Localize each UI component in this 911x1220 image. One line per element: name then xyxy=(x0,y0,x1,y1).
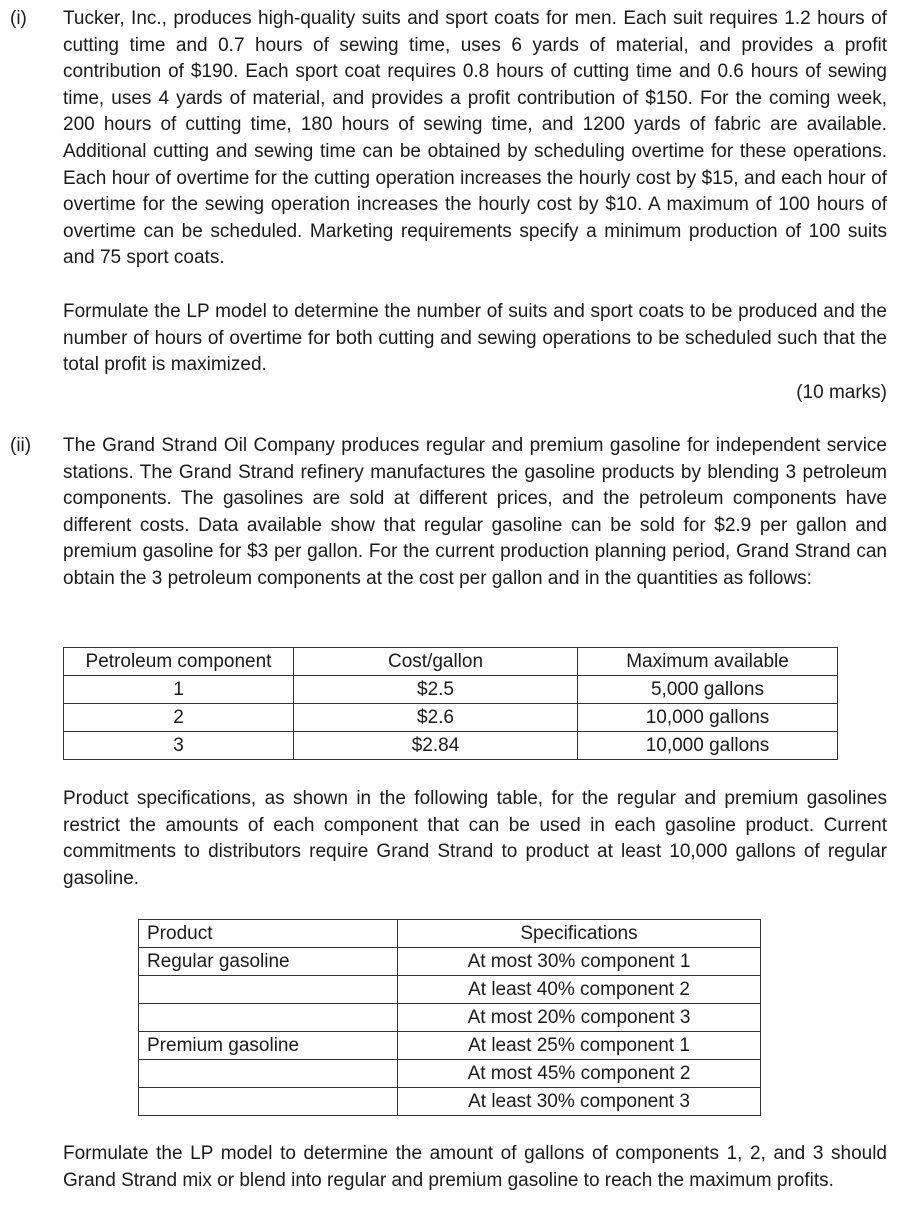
question-2-paragraph-2: Product specifications, as shown in the following table, for the regular and premium gasolines restrict the amounts of each component that can be used in each gasoline product. Current commitments to distributors require Grand Strand to product at least 10,000 gallons of regular gasoline. xyxy=(63,788,887,889)
table-row xyxy=(139,1060,761,1088)
table-cell: At least 40% component 2 xyxy=(398,976,761,1004)
table-cell: 2 xyxy=(64,704,294,732)
table-row xyxy=(64,676,838,704)
table-cell: Premium gasoline xyxy=(139,1032,398,1060)
table-header-cell: Product xyxy=(139,920,398,948)
table-header-cell: Maximum available xyxy=(578,648,838,676)
table-cell: At least 30% component 3 xyxy=(398,1088,761,1116)
table-header-cell: Cost/gallon xyxy=(294,648,578,676)
table-row xyxy=(64,704,838,732)
table-row xyxy=(139,976,761,1004)
question-2-paragraph-3: Formulate the LP model to determine the amount of gallons of components 1, 2, and 3 should Grand Strand mix or blend into regular and premium gasoline to reach the maximum profits. xyxy=(63,1143,887,1191)
table-header-cell: Petroleum component xyxy=(64,648,294,676)
table-header-row xyxy=(64,648,838,676)
table-row xyxy=(139,1004,761,1032)
table-cell xyxy=(139,1088,398,1116)
table-header-row xyxy=(139,920,761,948)
question-2-paragraph-1: The Grand Strand Oil Company produces regular and premium gasoline for independent service stations. The Grand Strand refinery manufactures the gasoline products by blending 3 petroleum components. The gasolines are sold at different prices, and the petroleum components have different costs. Data available show that regular gasoline can be sold for $2.9 per gallon and premium gasoline for $3 per gallon. For the current production planning period, Grand Strand can obtain the 3 petroleum components at the cost per gallon and in the quantities as follows: xyxy=(63,435,887,589)
table-cell: 10,000 gallons xyxy=(578,704,838,732)
question-1-marks: (10 marks) xyxy=(796,382,887,403)
table-cell: At most 45% component 2 xyxy=(398,1060,761,1088)
question-1-number: (i) xyxy=(10,8,27,29)
product-specifications-table xyxy=(138,919,761,1116)
table-cell xyxy=(139,976,398,1004)
table-cell: At least 25% component 1 xyxy=(398,1032,761,1060)
table-cell: $2.5 xyxy=(294,676,578,704)
table-cell xyxy=(139,1060,398,1088)
table-cell: At most 20% component 3 xyxy=(398,1004,761,1032)
question-2-number: (ii) xyxy=(10,435,32,456)
table-row xyxy=(64,732,838,760)
table-cell: 5,000 gallons xyxy=(578,676,838,704)
table-row xyxy=(139,948,761,976)
question-1-paragraph-1: Tucker, Inc., produces high-quality suits and sport coats for men. Each suit requires 1.2 hours of cutting time and 0.7 hours of sewing time, uses 6 yards of material, and provides a profit contribution of $190. Each sport coat requires 0.8 hours of cutting time and 0.6 hours of sewing time, uses 4 yards of material, and provides a profit contribution of $150. For the coming week, 200 hours of cutting time, 180 hours of sewing time, and 1200 yards of fabric are available. Additional cutting and sewing time can be obtained by scheduling overtime for these operations. Each hour of overtime for the cutting operation increases the hourly cost by $15, and each hour of overtime for the sewing operation increases the hourly cost by $10. A maximum of 100 hours of overtime can be scheduled. Marketing requirements specify a minimum production of 100 suits and 75 sport coats. xyxy=(63,8,887,269)
table-cell: 1 xyxy=(64,676,294,704)
table-cell xyxy=(139,1004,398,1032)
table-header-cell: Specifications xyxy=(398,920,761,948)
table-row xyxy=(139,1088,761,1116)
petroleum-components-table xyxy=(63,647,838,760)
table-cell: 3 xyxy=(64,732,294,760)
table-cell: $2.6 xyxy=(294,704,578,732)
table-cell: 10,000 gallons xyxy=(578,732,838,760)
table-cell: Regular gasoline xyxy=(139,948,398,976)
table-cell: At most 30% component 1 xyxy=(398,948,761,976)
question-1-paragraph-2: Formulate the LP model to determine the number of suits and sport coats to be produced and the number of hours of overtime for both cutting and sewing operations to be scheduled such that the total profit is maximized. xyxy=(63,301,887,376)
table-cell: $2.84 xyxy=(294,732,578,760)
table-row xyxy=(139,1032,761,1060)
